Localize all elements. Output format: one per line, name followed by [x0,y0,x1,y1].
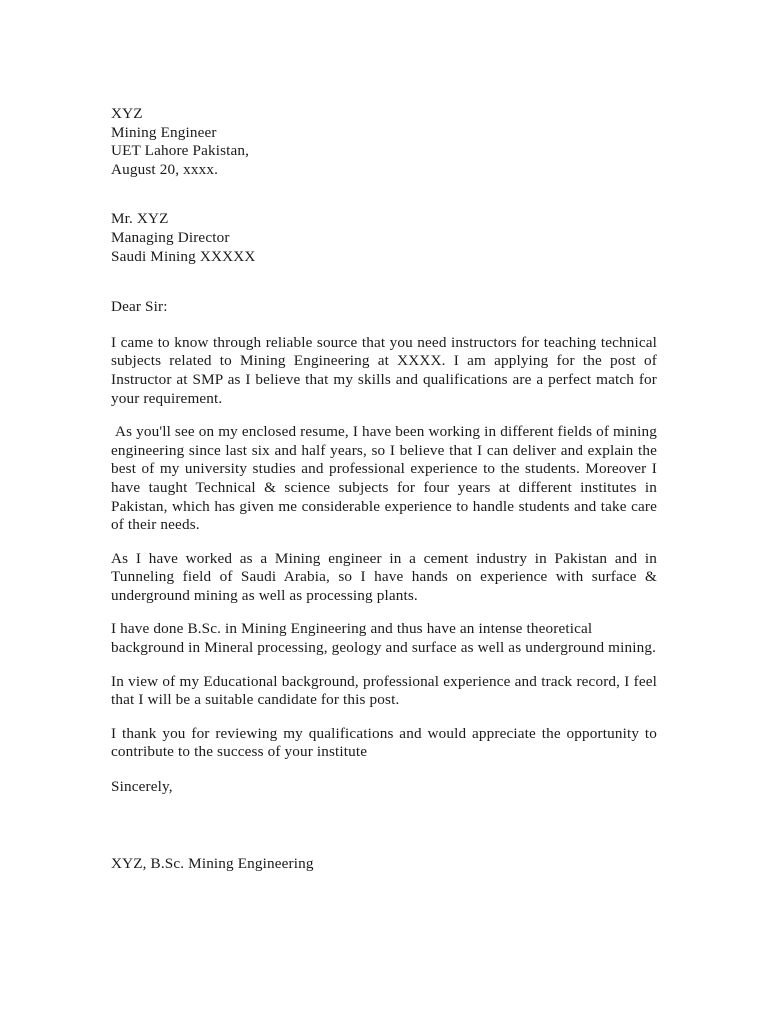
body-paragraph-4: I have done B.Sc. in Mining Engineering and thus have an intense theoretical background in Mineral processing, geology and surface as well as underground mining. [111,620,657,657]
sender-title: Mining Engineer [111,123,217,141]
body-paragraph-5: In view of my Educational background, professional experience and track record, I feel that I will be a suitable candidate for this post. [111,672,661,709]
body-paragraph-1: I came to know through reliable source that you need instructors for teaching technical subjects related to Mining Engineering at XXXX. I am applying for the post of Instructor at SMP as I believe that my skills and qualifications are a perfect match for your requirement. [111,333,661,407]
sender-address: UET Lahore Pakistan, [111,142,250,160]
spacer-sender-recipient [111,179,657,210]
recipient-address-block [111,210,657,266]
recipient-name: Mr. XYZ [111,210,169,228]
signature-line: XYZ, B.Sc. Mining Engineering [111,854,314,872]
spacer-paragraph-5 [111,710,657,725]
spacer-recipient-salutation [111,266,657,298]
body-paragraph-2: As you'll see on my enclosed resume, I have been working in different fields of mining engineering since last six and half years, so I believe that I can deliver and explain the best of my university studies and professional experience to the students. Moreover I have taught Technical & science subjects for four years at different institutes in Pakistan, which has given me considerable experience to handle students and take care of their needs. [111,423,661,534]
spacer-signoff [111,762,657,778]
spacer-paragraph-1 [111,408,657,423]
spacer-paragraph-4 [111,658,657,673]
spacer-signature [111,797,657,855]
body-paragraph-3: As I have worked as a Mining engineer in a cement industry in Pakistan and in Tunneling field of Saudi Arabia, so I have hands on experience with surface & underground mining as well as processing plants. [111,549,661,604]
sender-address-block [111,105,657,179]
closing-signoff: Sincerely, [111,778,173,796]
spacer-salutation-body [111,317,657,334]
letter-date: August 20, xxxx. [111,160,219,178]
spacer-paragraph-2 [111,535,657,550]
recipient-organization: Saudi Mining XXXXX [111,247,256,265]
sender-name: XYZ [111,105,143,122]
letter-content [111,105,661,873]
body-paragraph-6: I thank you for reviewing my qualifications and would appreciate the opportunity to contribute to the success of your institute [111,724,661,761]
recipient-title: Managing Director [111,228,230,246]
spacer-paragraph-3 [111,605,657,620]
salutation: Dear Sir: [111,298,168,316]
